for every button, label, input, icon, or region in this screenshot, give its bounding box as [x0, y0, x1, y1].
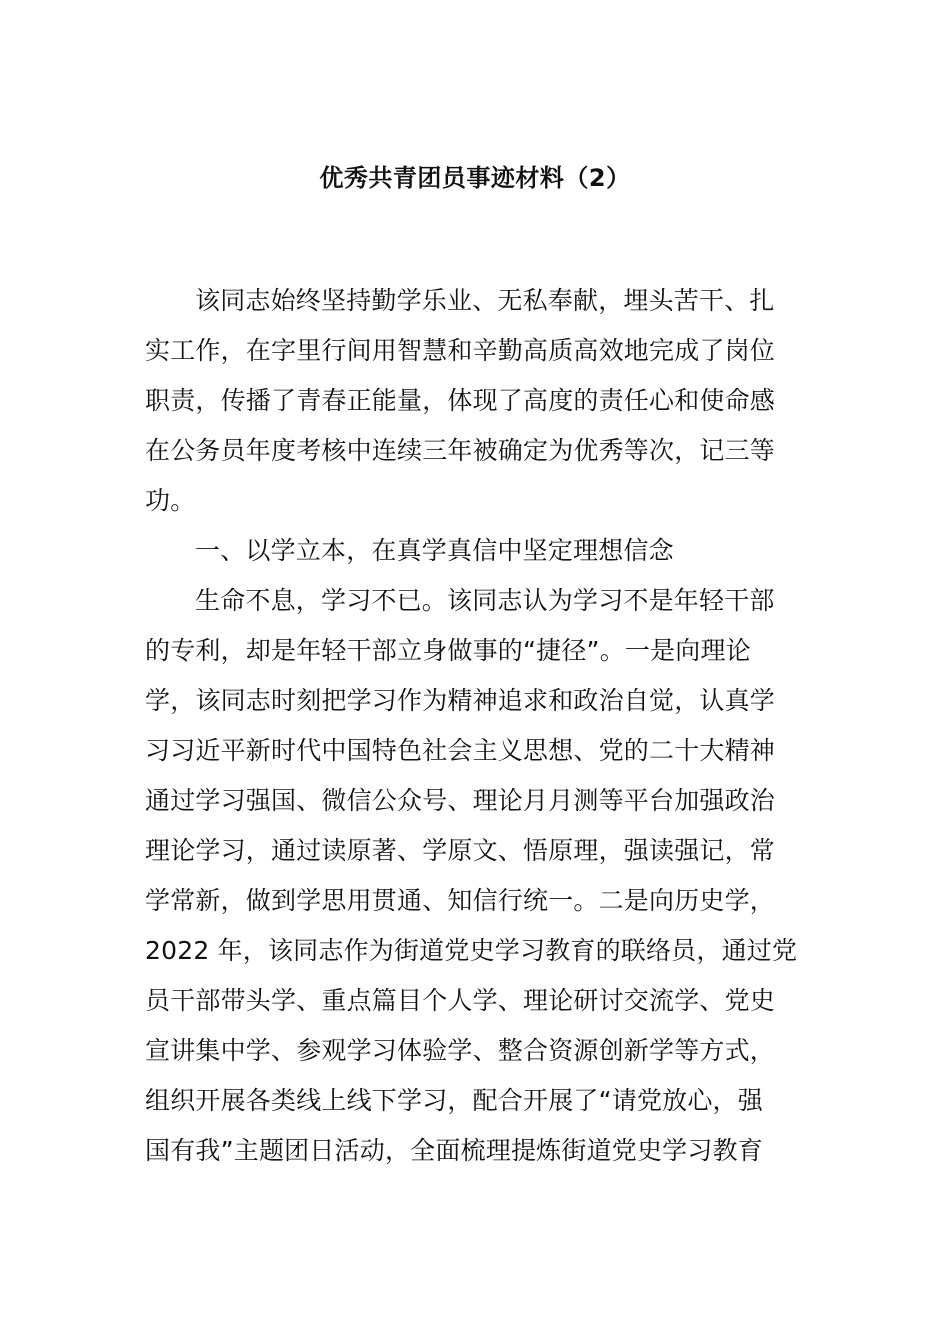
text-line: 学常新，做到学思用贯通、知信行统一。二是向历史学， [145, 886, 776, 915]
text-line: 宣讲集中学、参观学习体验学、整合资源创新学等方式， [145, 1036, 776, 1065]
document-title: 优秀共青团员事迹材料（2） [319, 164, 631, 192]
text-line: 员干部带头学、重点篇目个人学、理论研讨交流学、党史 [145, 986, 776, 1015]
text-line: 该同志始终坚持勤学乐业、无私奉献，埋头苦干、扎 [195, 286, 775, 315]
text-line: 学，该同志时刻把学习作为精神追求和政治自觉，认真学 [145, 686, 776, 715]
text-line: 功。 [145, 486, 196, 515]
text-line: 理论学习，通过读原著、学原文、悟原理，强读强记，常 [145, 836, 776, 865]
text-line: 生命不息，学习不已。该同志认为学习不是年轻干部 [195, 586, 775, 615]
text-line: 组织开展各类线上线下学习，配合开展了“请党放心，强 [145, 1086, 763, 1115]
text-line: 在公务员年度考核中连续三年被确定为优秀等次，记三等 [145, 436, 776, 465]
text-line: 的专利，却是年轻干部立身做事的“捷径”。一是向理论 [145, 636, 751, 665]
text-line: 通过学习强国、微信公众号、理论月月测等平台加强政治 [145, 786, 776, 815]
text-line: 习习近平新时代中国特色社会主义思想、党的二十大精神 [145, 736, 776, 765]
text-line: 职责，传播了青春正能量，体现了高度的责任心和使命感 [145, 386, 776, 415]
text-line: 实工作，在字里行间用智慧和辛勤高质高效地完成了岗位 [145, 336, 776, 365]
text-line: 2022 年，该同志作为街道党史学习教育的联络员，通过党 [145, 936, 798, 965]
section-heading: 一、以学立本，在真学真信中坚定理想信念 [195, 536, 674, 565]
text-line: 国有我”主题团日活动，全面梳理提炼街道党史学习教育 [145, 1136, 763, 1165]
